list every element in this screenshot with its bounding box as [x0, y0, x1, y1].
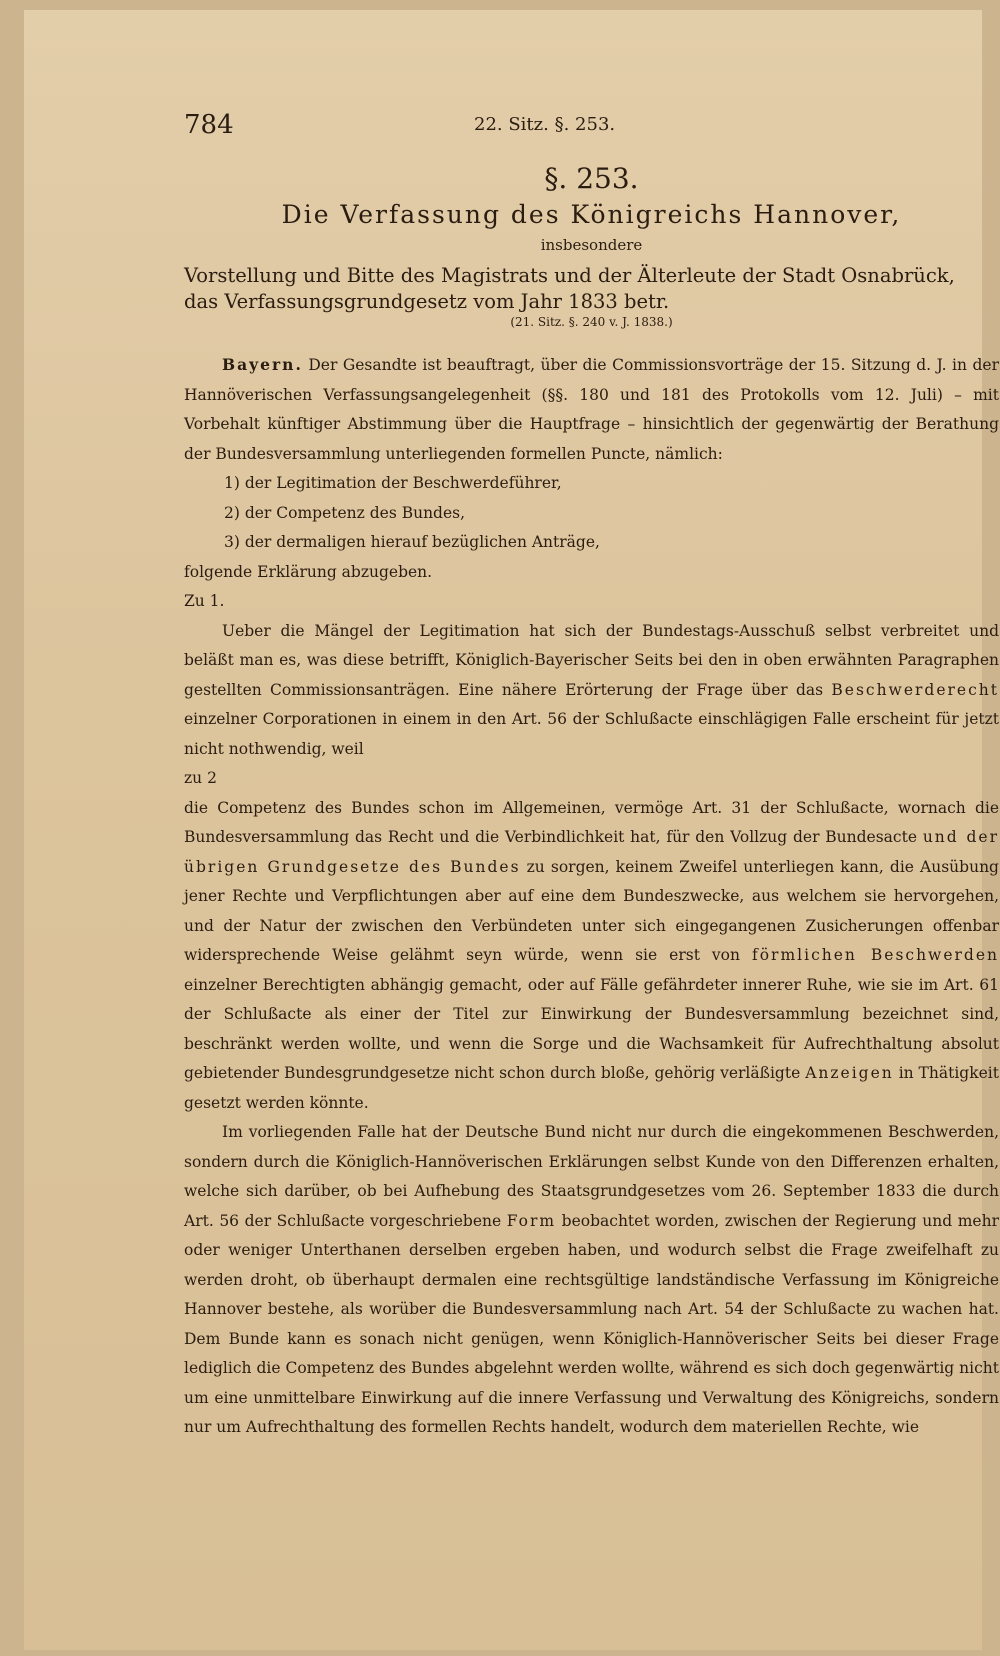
paragraph-1: [184, 350, 999, 469]
paragraph-3-text-e: einzelner Berechtigten abhängig gemacht, oder auf Fälle gefährdeter innerer Ruhe, wie sie im Art. 61 der Schlußacte als einer der Titel zur Einwirkung der Bundesversammlung bezeichnet sind, beschränkt werden wollte, und wenn die Sorge und die Wachsamkeit für Aufrechthaltung absolut gebietender Bundesgrundgesetze nicht schon durch bloße, gehörig verläßigte: [184, 975, 999, 1082]
paragraph-2-emphasis: Beschwerderecht: [831, 680, 999, 699]
subheading-1: Zu 1.: [184, 592, 225, 610]
list-item: 2) der Competenz des Bundes,: [224, 503, 466, 522]
paragraph-3-emphasis-2: förmlichen Beschwerden: [751, 946, 999, 964]
paragraph-3-text-a: die Competenz des Bundes schon im Allgemeinen, vermöge Art. 31 der Schlußacte, wornach die Bundesversammlung das Recht und die Verbindlichkeit hat, für den Vollzug der Bundesacte: [184, 798, 999, 846]
page-number: 784: [184, 110, 234, 140]
paragraph-3-text-c: zu sorgen, keinem Zweifel unterliegen kann, die Ausübung jener Rechte und Verpflichtungen aber auf eine dem Bundeszwecke, aus welchem sie hervorgehen, und der Natur der zwischen den Verbündeten unter sich eingegangenen Zusicherungen offenbar widersprechende Weise gelähmt seyn würde, wenn sie erst von: [184, 857, 999, 964]
paragraph-3-text-g: in Thätigkeit gesetzt werden könnte.: [184, 1064, 999, 1112]
running-head: 22. Sitz. §. 253.: [474, 114, 616, 135]
body-text: [184, 350, 999, 1443]
paragraph-4: [184, 1118, 999, 1443]
title-line-4: das Verfassungsgrundgesetz vom Jahr 1833 betr.: [184, 290, 670, 313]
paragraph-1-end: folgende Erklärung abzugeben.: [184, 562, 433, 581]
cross-reference: (21. Sitz. §. 240 v. J. 1838.): [510, 315, 673, 329]
page-header: [184, 110, 999, 150]
paragraph-2: [184, 617, 999, 765]
list-item: 1) der Legitimation der Beschwerdeführer,: [224, 474, 562, 492]
paragraph-4-text-c: beobachtet worden, zwischen der Regierung und mehr oder weniger Unterthanen derselben ergeben haben, und wodurch selbst die Frage zweifelhaft zu werden droht, ob überhaupt dermalen eine rechtsgültige landständische Verfassung im Königreiche Hannover bestehe, als worüber die Bundesversammlung nach Art. 54 der Schlußacte zu wachen hat. Dem Bunde kann es sonach nicht genügen, wenn Königlich-Hannöverischer Seits bei dieser Frage lediglich die Competenz des Bundes abgelehnt werden wollte, während es sich doch gegenwärtig nicht um eine unmittelbare Einwirkung auf die innere Verfassung und Verwaltung des Königreichs, sondern nur um Aufrechthaltung des formellen Rechts handelt, wodurch dem materiellen Rechte, wie: [184, 1211, 999, 1436]
paragraph-3-emphasis-3: Anzeigen: [805, 1064, 894, 1082]
title-sub: insbesondere: [540, 236, 643, 254]
title-line-3: Vorstellung und Bitte des Magistrats und der Älterleute der Stadt Osnabrück,: [184, 264, 955, 287]
paragraph-2-text-c: einzelner Corporationen in einem in den Art. 56 der Schlußacte einschlägigen Falle erscheint für jetzt nicht nothwendig, weil: [184, 710, 999, 758]
book-page: [24, 10, 999, 1650]
paragraph-4-emphasis: Form: [506, 1211, 557, 1230]
list-item: 3) der dermaligen hierauf bezüglichen Anträge,: [224, 533, 600, 551]
paragraph-3-emphasis-1: und der übrigen Grundgesetze des Bundes: [184, 828, 999, 876]
paragraph-3: [184, 794, 999, 1119]
paragraph-2-text-a: Ueber die Mängel der Legitimation hat sich der Bundestags-Ausschuß selbst verbreitet und beläßt man es, was diese betrifft, Königlich-Bayerischer Seits bei den in oben erwähnten Paragraphen gestellten Commissionsanträgen. Eine nähere Erörterung der Frage über das: [184, 621, 999, 699]
paragraph-1-lead: Bayern.: [222, 355, 303, 374]
paragraph-4-text-a: Im vorliegenden Falle hat der Deutsche Bund nicht nur durch die eingekommenen Beschwerden, sondern durch die Königlich-Hannöverischen Erklärungen selbst Kunde von den Differenzen erhalten, welche sich darüber, ob bei Aufhebung des Staatsgrundgesetzes vom 26. September 1833 die durch Art. 56 der Schlußacte vorgeschriebene: [184, 1123, 999, 1230]
section-title: Die Verfassung des Königreichs Hannover,: [281, 200, 902, 229]
paragraph-1-text: Der Gesandte ist beauftragt, über die Commissionsvorträge der 15. Sitzung d. J. in der Hannöverischen Verfassungsangelegenheit (§§. 180 und 181 des Protokolls vom 12. Juli) – mit Vorbehalt künftiger Abstimmung über die Hauptfrage – hinsichtlich der gegenwärtig der Berathung der Bundesversammlung unterliegenden formellen Puncte, nämlich:: [184, 356, 999, 463]
section-number: §. 253.: [544, 162, 639, 195]
subheading-2: zu 2: [184, 769, 217, 787]
